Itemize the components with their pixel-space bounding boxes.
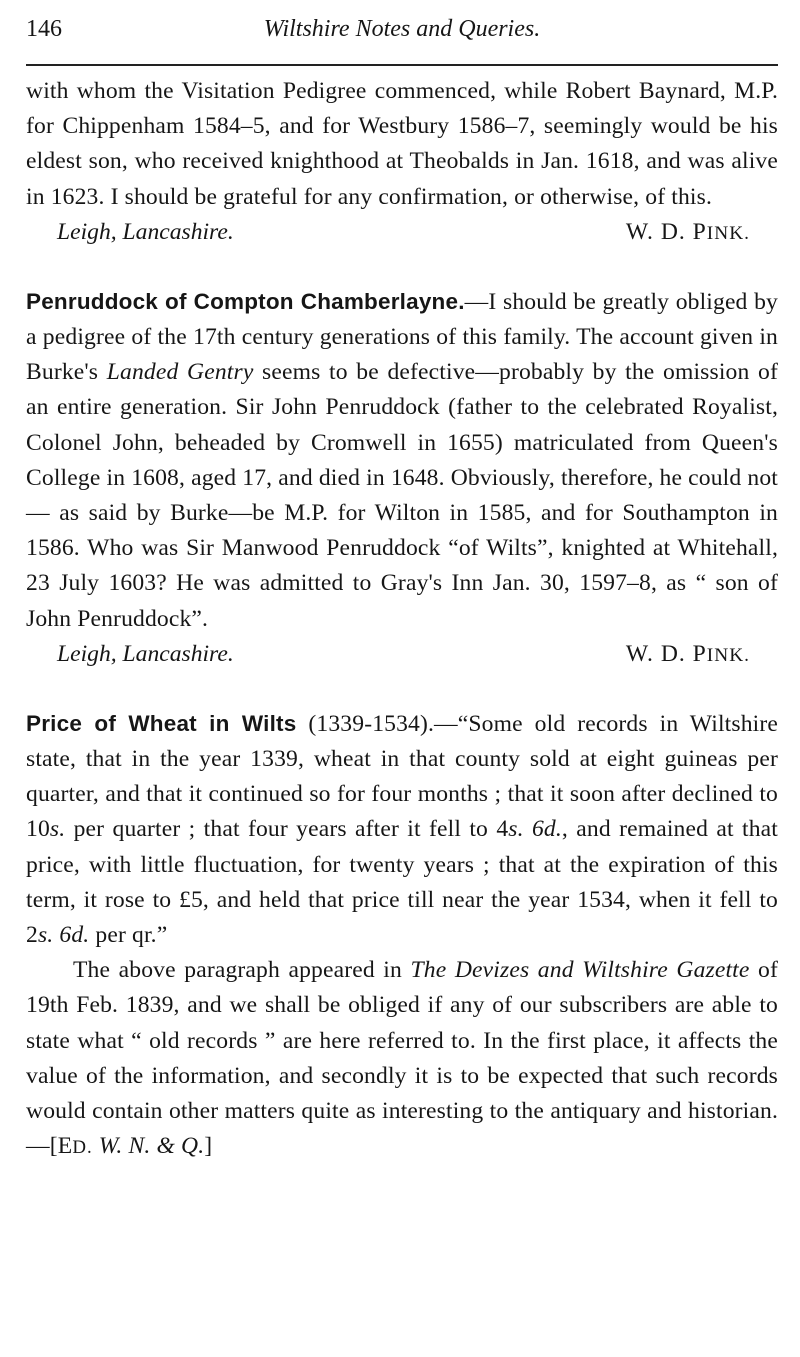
signature-initials: W. D. P xyxy=(625,640,707,667)
running-head xyxy=(26,14,778,50)
query2-heading: Penruddock of Compton Chamberlayne. xyxy=(26,288,465,314)
query2-paragraph xyxy=(26,284,778,637)
gazette-title-italic: The Devizes and Wiltshire Gazette xyxy=(410,957,750,984)
signature-surname-smallcaps: INK. xyxy=(706,222,750,244)
shillings-pence-abbrev: s. 6d. xyxy=(37,922,90,949)
query3-text-c: , and remained at that price, with little fluctuation, for twenty years ; that at the expiration of this term, it rose to £5, and held that price till near the year 1534, when it fell to 2 xyxy=(26,816,778,949)
signature-name xyxy=(626,637,750,673)
header-rule xyxy=(26,64,778,66)
query3-text-a: (1339-1534).—“Some old records in Wiltshire state, that in the year 1339, wheat in that county sold at eight guineas per quarter, and that it continued so for four months ; that it soon after declined to 10 xyxy=(26,710,778,843)
section-gap xyxy=(26,250,778,284)
shillings-abbrev: s. xyxy=(49,816,66,843)
query1-text: with whom the Visitation Pedigree commenced, while Robert Baynard, M.P. for Chippenham 1584–5, and for Westbury 1586–7, seemingly would be his eldest son, who received knighthood at Theobalds in Jan. 1618, and was alive in 1623. I should be grateful for any confirmation, or otherwise, of this. xyxy=(26,78,778,210)
editor-prefix: E xyxy=(57,1133,73,1160)
query2-signature xyxy=(26,637,778,672)
signature-place: Leigh, Lancashire. xyxy=(57,218,234,245)
query2-text-b: seems to be defective—probably by the omission of an entire generation. Sir John Penruddock (father to the celebrated Royalist, Colonel John, beheaded by Cromwell in 1655) matriculated from Queen's College in 1608, aged 17, and died in 1648. Obviously, therefore, he could not— as said by Burke—be M.P. for Wilton in 1585, and for Southampton in 1586. Who was Sir Manwood Penruddock “of Wilts”, knighted at Whitehall, 23 July 1603? He was admitted to Gray's Inn Jan. 30, 1597–8, as “ son of John Penruddock”. xyxy=(26,359,778,632)
editor-smallcaps: D. xyxy=(72,1137,93,1159)
query3-heading: Price of Wheat in Wilts xyxy=(26,710,297,736)
page-number: 146 xyxy=(26,16,62,42)
signature-surname-smallcaps: INK. xyxy=(706,644,750,666)
editor-note-text-b: of 19th Feb. 1839, and we shall be obliged if any of our subscribers are able to state what “ old records ” are here referred to. In the first place, it affects the value of the information, and secondly it is to be expected that such records would contain other matters quite as interesting to the antiquary and historian.—[ xyxy=(26,957,778,1160)
query1-signature xyxy=(26,215,778,250)
query1-paragraph xyxy=(26,74,778,215)
document-page xyxy=(26,14,778,1165)
shillings-pence-abbrev: s. 6d. xyxy=(508,816,562,843)
signature-name xyxy=(626,215,750,251)
query3-paragraph xyxy=(26,706,778,953)
section-gap xyxy=(26,672,778,706)
query2-text-a: —I should be greatly obliged by a pedigree of the 17th century generations of this family. The account given in Burke's xyxy=(26,288,778,386)
query3-text-d: per qr.” xyxy=(89,922,168,949)
signature-place: Leigh, Lancashire. xyxy=(57,640,234,667)
journal-title: Wiltshire Notes and Queries. xyxy=(263,16,541,42)
editor-journal-italic: W. N. & Q. xyxy=(92,1133,205,1160)
editor-note-paragraph xyxy=(26,953,778,1165)
editor-close-bracket: ] xyxy=(204,1133,213,1160)
query2-title-italic: Landed Gentry xyxy=(106,359,254,386)
signature-initials: W. D. P xyxy=(625,218,707,245)
editor-note-text-a: The above paragraph appeared in xyxy=(73,957,411,984)
query3-text-b: per quarter ; that four years after it fell to 4 xyxy=(65,816,509,843)
